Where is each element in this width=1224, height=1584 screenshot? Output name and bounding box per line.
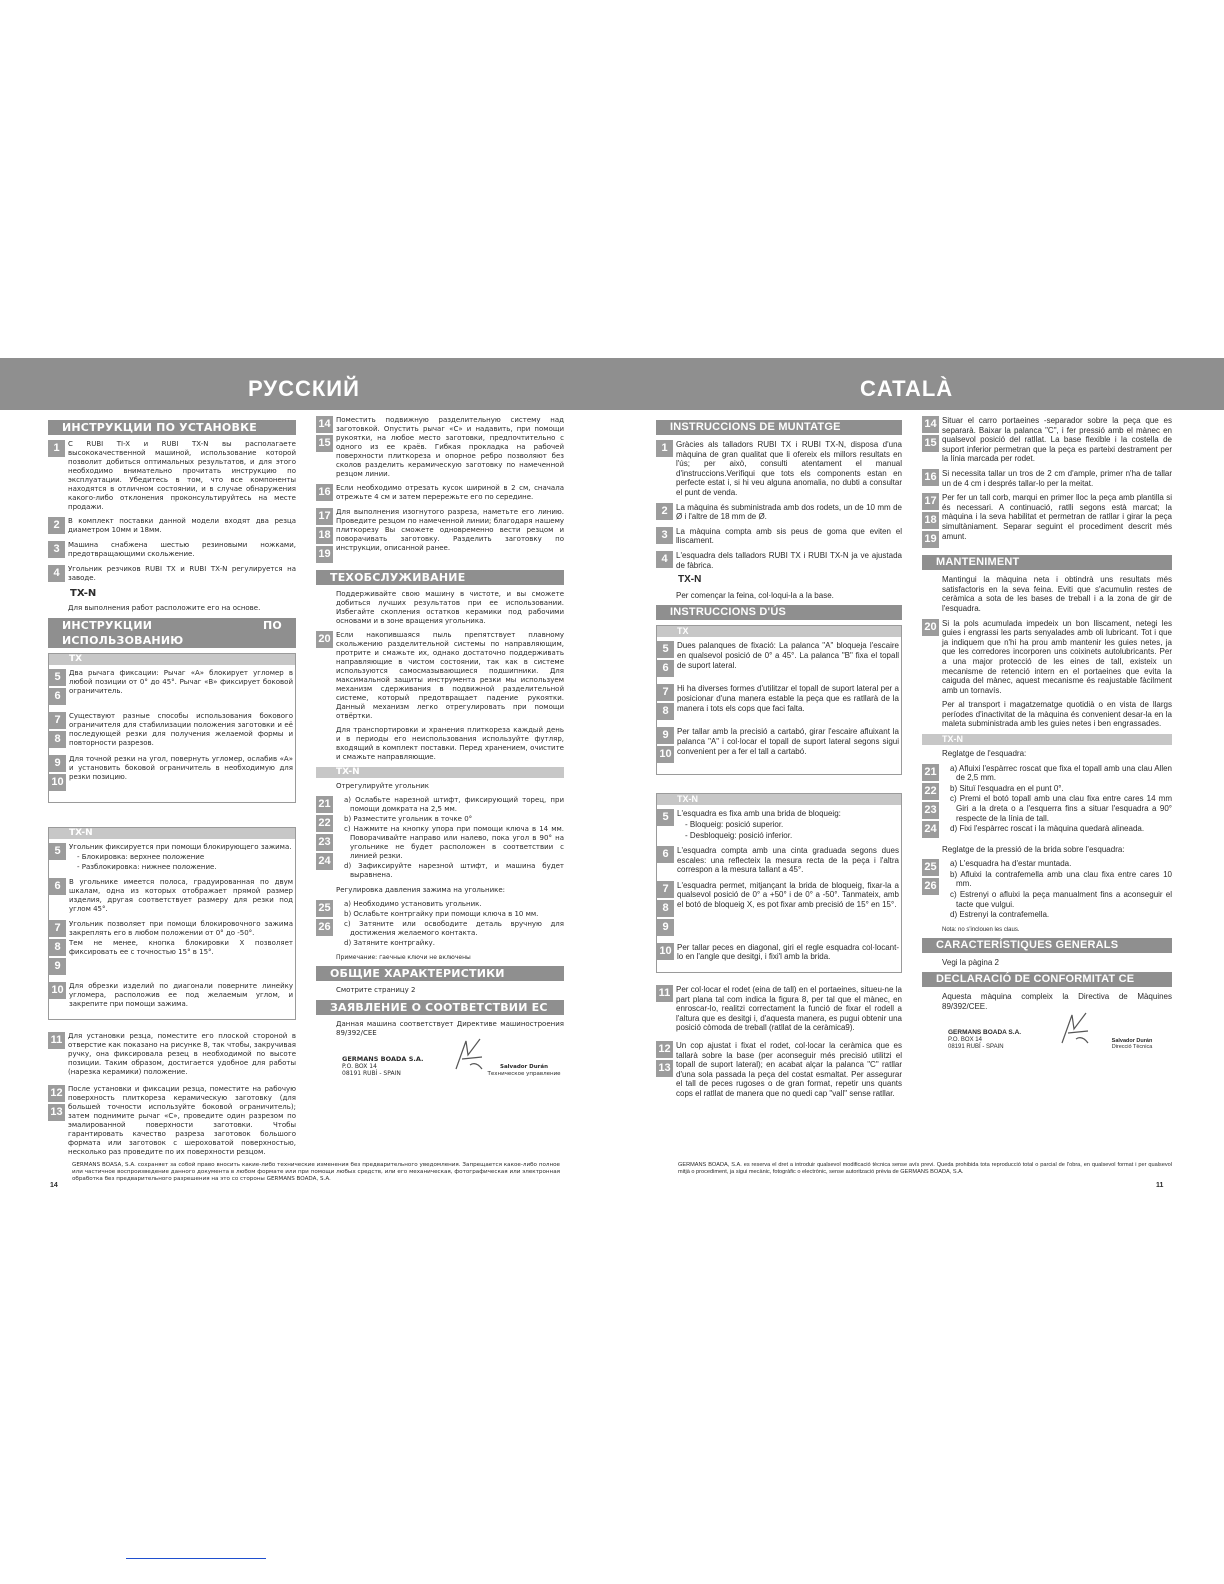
- step-number: 5: [657, 641, 674, 658]
- signer: [484, 1064, 564, 1077]
- step-number: 7: [657, 881, 674, 898]
- list-item: [48, 517, 296, 536]
- step-text: La màquina és subministrada amb dos rodets, un de 10 mm de Ø i l'altre de 18 mm de Ø.: [676, 502, 902, 522]
- step-text: Если необходимо отрезать кусок шириной в 2 см, сначала отрежьте 4 см и затем перережьте его по середине.: [336, 484, 564, 501]
- general-text: Смотрите страницу 2: [336, 986, 416, 994]
- page-title-catalan: CATALÀ: [860, 376, 954, 401]
- step-number: 4: [656, 551, 673, 568]
- step-number: 11: [48, 1032, 65, 1049]
- step-number: 8: [49, 731, 66, 748]
- company-address: [342, 1056, 462, 1077]
- step-number: 6: [49, 878, 66, 895]
- catalan-right-column: [922, 416, 1172, 1051]
- step-number: 8: [657, 900, 674, 917]
- step-text-line: Угольник позволяет при помощи блокировочного зажима закреплять его в любом положении от 0° до -50°.: [69, 920, 293, 937]
- step-numbers: [656, 440, 676, 459]
- list-item: [49, 982, 293, 1010]
- step-text: Si necessita tallar un tros de 2 cm d'ample, primer n'ha de tallar un de 4 cm i després tallar-lo per la meitat.: [942, 468, 1172, 488]
- step-number: 5: [49, 843, 66, 860]
- step-numbers: [49, 982, 69, 1001]
- step-11: [656, 985, 902, 1033]
- step-numbers: [657, 943, 677, 962]
- step-text: La màquina compta amb sis peus de goma que eviten el lliscament.: [676, 526, 902, 546]
- step-text: Gràcies als talladors RUBI TX i RUBI TX-N, disposa d'una màquina de gran qualitat que li ofereix els millors resultats en l'ús; per això, consulti atentament el manual d'instruccions.Verifiqui que tots els components estan en perfecte estat i, si hi veu alguna anomalia, no dubti a consultar el punt de venda.: [676, 440, 902, 497]
- txn-group-label: TX-N: [49, 828, 295, 839]
- sub-step: a) Afluixi l'espàrrec roscat que fixa el topall amb una clau Allen de 2,5 mm.: [950, 763, 1172, 783]
- step-number: 10: [657, 746, 674, 763]
- russian-page-number: 14: [50, 1182, 58, 1189]
- step-14-15: [316, 416, 564, 479]
- step-text: Un cop ajustat i fixat el rodet, col·locar la ceràmica que es tallarà sobre la base (per aconseguir més precisió utilitzi el topall de suport lateral); en acabat alçar la palanca "C" ratllar d'una sola passada la peça del costat esmaltat. Per assegurar el tall de peces rugoses o de gran format, repetir uns quants cops el ratllat de manera que no quedi cap "vall" sense ratllar.: [676, 1041, 902, 1098]
- txn-group: [48, 827, 296, 1020]
- step-number: 6: [657, 846, 674, 863]
- step-text: [69, 982, 293, 1010]
- step-text: В комплект поставки данной модели входят два резца диаметром 10мм и 18мм.: [68, 517, 296, 534]
- step-text-line: - Блокировка: верхнее положение: [77, 853, 205, 861]
- step-text: Машина снабжена шестью резиновыми ножками, предотвращающими скольжение.: [68, 541, 296, 558]
- step-number: 4: [48, 565, 65, 582]
- square-steps: [316, 796, 564, 881]
- step-text: Для установки резца, поместите его плоской стороной в отверстие как показано на рисунке 8, так чтобы, закручивая ручку, она фиксировала резец в необходимой по высоте позиции. Таким образом, достигается удобное для работы (нарезка керамики) положение.: [68, 1032, 296, 1076]
- txn-list: [49, 843, 295, 1010]
- list-item: [48, 541, 296, 560]
- sub-step: b) Ослабьте контргайку при помощи ключа в 10 мм.: [344, 910, 539, 918]
- list-item: [48, 565, 296, 584]
- sub-step: b) Afluixi la contrafemella amb una clau fixa entre cares 10 mm.: [950, 869, 1172, 889]
- step-text: Per fer un tall corb, marqui en primer lloc la peça amb plantilla si és necessari. A continuació, ratlli segons està marcat; la màquina i la seva habilitat et permetran de ratllar i girar la peça simultàniament. Separar seguint el procediment descrit més amunt.: [942, 493, 1172, 541]
- install-list: [48, 440, 296, 584]
- step-number: 16: [922, 469, 939, 486]
- install-list: [656, 440, 902, 570]
- step-17-19: [316, 508, 564, 565]
- list-item: [49, 669, 293, 707]
- step-text: После установки и фиксации резца, поместите на рабочую поверхность плиткореза керамическую заготовку (для большей точности используйте боковой ограничитель); затем поднимите рычаг «С», проведите один разрезом по эмалированной поверхности заготовки. Чтобы гарантировать качество разреза заготовок большого формата или заготовок с шероховатой поверхностью, несколько раз проведите по их поверхности резцом.: [68, 1085, 296, 1156]
- signature-mark: [1058, 1009, 1092, 1049]
- step-number: 20: [922, 619, 939, 636]
- general-text: Vegi la pàgina 2: [942, 957, 999, 967]
- clamp-steps: [922, 859, 1172, 921]
- step-number: 1: [48, 440, 65, 457]
- russian-right-column: [316, 416, 564, 1077]
- step-numbers: [656, 503, 676, 522]
- list-item: [657, 641, 899, 679]
- step-number: 5: [49, 669, 66, 686]
- sub-step: d) Зафиксируйте нарезной штифт, и машина будет выравнена.: [344, 862, 564, 879]
- step-text-line: L'esquadra es fixa amb una brida de bloqueig:: [677, 809, 841, 819]
- square-intro: Reglatge de l'esquadra:: [942, 749, 1027, 759]
- step-number: 6: [49, 688, 66, 705]
- step-text-line: В угольнике имеется полоса, градуированная по двум шкалам, одна из которых отображает прямой размер изделия, другая соответствует размеру для резки под углом 45°.: [69, 878, 293, 913]
- step-text: Для выполнения изогнутого разреза, наметьте его линию. Проведите резцом по намеченной линии; благодаря нашему плиткорезу Вы сможете одновременно вести резцом и поворачивать заготовку. Разделить заготовку по инструкции, описанной ранее.: [336, 508, 564, 552]
- ce-text: Данная машина соответствует Директиве машиностроения 89/392/CEE: [336, 1020, 564, 1037]
- step-numbers: [49, 920, 69, 977]
- company-name: GERMANS BOADA S.A.: [948, 1028, 1022, 1036]
- square-step-list: [336, 796, 564, 881]
- step-number: 11: [656, 985, 673, 1002]
- maintenance-intro: Mantingui la màquina neta i obtindrà uns resultats més satisfactoris en la seva feina. Eviti que s'acumulin restes de ceràmica a sota de les bases de treball i a la zona de gir de l'esquadra.: [942, 575, 1172, 613]
- step-number: 5: [657, 809, 674, 826]
- sub-step: c) Затяните или освободите деталь вручную для достижения желаемого контакта.: [344, 920, 564, 937]
- list-item: [48, 440, 296, 512]
- tx-list: [657, 641, 901, 765]
- step-20: [316, 631, 564, 721]
- step-number: 10: [657, 943, 674, 960]
- step-number: 15: [316, 435, 333, 452]
- step-numbers: [657, 727, 677, 765]
- step-number: 9: [657, 919, 674, 936]
- maintenance-heading: MANTENIMENT: [922, 555, 1172, 570]
- step-20: [922, 619, 1172, 696]
- step-numbers: [48, 517, 68, 536]
- link-underline: [126, 1558, 266, 1559]
- clamp-intro: Регулировка давления зажима на угольнике:: [336, 886, 506, 894]
- txn-list: [657, 809, 901, 963]
- step-numbers: [657, 881, 677, 938]
- clamp-intro: Reglatge de la pressió de la brida sobre l'esquadra:: [942, 844, 1125, 854]
- maintenance-heading: ТЕХОБСЛУЖИВАНИЕ: [316, 570, 564, 585]
- clamp-steps: [316, 900, 564, 949]
- sub-step: b) Situï l'esquadra en el punt 0°.: [950, 783, 1064, 793]
- ce-heading: ЗАЯВЛЕНИЕ О СООТВЕТСТВИИ ЕС: [316, 1000, 564, 1015]
- step-text-line: Угольник фиксируется при помощи блокирующего зажима.: [69, 843, 292, 851]
- step-number: 7: [49, 920, 66, 937]
- step-text: Si la pols acumulada impedeix un bon lliscament, netegi les guies i engrassi les parts senyalades amb oli lubricant. Tot i que ja indiquem que n'hi ha prou amb mantenir les guies netes, ja que les corredores incorporen uns coixinets autolubricants. Per a una major protecció de les eines de tall, existeix un mecanisme de retenció intern en el portaeines que evita la caiguda del mànec, aquest mecanisme és reajustable fàcilment amb un tornavís.: [942, 618, 1172, 695]
- step-number: 18: [316, 527, 333, 544]
- list-item: [657, 809, 899, 841]
- step-text: Dues palanques de fixació: La palanca "A" bloqueja l'escaire en qualsevol posició de 0° a 45°. La palanca "B" fixa el topall de suport lateral.: [677, 641, 899, 670]
- list-item: [657, 881, 899, 938]
- list-item: [657, 846, 899, 876]
- step-numbers: [48, 541, 68, 560]
- step-number: 24: [922, 821, 939, 838]
- sub-step: d) Затяните контргайку.: [344, 939, 435, 947]
- step-number: 25: [316, 900, 333, 917]
- step-number: 8: [49, 939, 66, 956]
- step-12-13: [656, 1041, 902, 1099]
- use-heading: ИНСТРУКЦИИ ПО ИСПОЛЬЗОВАНИЮ: [48, 618, 296, 648]
- list-item: [49, 920, 293, 977]
- list-item: [49, 878, 293, 915]
- step-number: 3: [656, 527, 673, 544]
- txn-note: Для выполнения работ расположите его на основе.: [68, 604, 261, 612]
- step-number: 1: [656, 440, 673, 457]
- catalan-footer-disclaimer: GERMANS BOADA, S.A. es reserva el dret a introduir qualsevol modificació tècnica sense avís previ. Queda prohibida tota reproducció total o parcial de l'obra, en qualsevol format i per qualsevol mitjà o procediment, ja sigui mecànic, fotogràfic o electrònic, sense autorització prèvia de GERMANS BOADA, S.A.: [678, 1162, 1172, 1175]
- step-text: [677, 809, 899, 841]
- step-text-line: Для обрезки изделий по диагонали поверните линейку угломера, расположив ее под желаемым углом, и закрепите при помощи зажима.: [69, 982, 293, 1008]
- step-text-line: L'esquadra compta amb una cinta graduada segons dues escales: una reflecteix la mesura recta de la peça i l'altra correspon a la mesura tallant a 45°.: [677, 846, 899, 875]
- step-number: 12: [656, 1041, 673, 1058]
- catalan-page-number: 11: [1156, 1182, 1164, 1189]
- list-item: [656, 503, 902, 522]
- step-text: Для точной резки на угол, повернуть угломер, ослабив «А» и установить боковой ограничитель в необходимую для резки позицию.: [69, 755, 293, 781]
- sub-step: a) Необходимо установить угольник.: [344, 900, 482, 908]
- step-number: 22: [316, 815, 333, 832]
- signature-block: [342, 1043, 564, 1077]
- page-title-russian: РУССКИЙ: [248, 376, 360, 401]
- general-heading: CARACTERÍSTIQUES GENERALS: [922, 938, 1172, 953]
- sub-step: c) Нажмите на кнопку упора при помощи ключа в 14 мм. Поворачивайте направо или налево, пока угол в 90° на угольнике не будет расположен в соответствии с линией резки.: [344, 825, 564, 860]
- step-text: L'esquadra dels talladors RUBI TX i RUBI TX-N ja ve ajustada de fàbrica.: [676, 550, 902, 570]
- step-text: Два рычага фиксации: Рычаг «А» блокирует угломер в любой позиции от 0° до 45°. Рычаг «В» фиксирует боковой ограничитель.: [69, 669, 293, 695]
- maintenance-txn-label: TX-N: [922, 734, 1172, 745]
- square-step-list: [942, 764, 1172, 835]
- list-item: [49, 712, 293, 750]
- txn-label: TX-N: [678, 574, 702, 586]
- step-number: 23: [316, 834, 333, 851]
- step-text: С RUBI TI-X и RUBI TX-N вы располагаете высококачественной машиной, использование которой позволит добиться оптимальных результатов, и для этого необходимо внимательно прочитать инструкцию по эксплуатации. Убедитесь в том, что все компоненты находятся в отличном состоянии, и в случае обнаружения какого-либо отклонения проконсультируйтесь на месте продажи.: [68, 440, 296, 511]
- step-text: [677, 943, 899, 963]
- tx-list: [49, 669, 295, 793]
- step-number: 22: [922, 783, 939, 800]
- step-numbers: [49, 669, 69, 707]
- step-number: 16: [316, 484, 333, 501]
- step-number: 17: [922, 493, 939, 510]
- step-text: Если накопившаяся пыль препятствует плавному скольжению разделительной системы по направляющим, протрите и смажьте их, однако достаточно поддерживать направляющие в чистом состоянии, так как в системе используются самосмазывающиеся подшипники. Для максимальной защиты инструмента резки мы используем механизм сдерживания в подвижной разделительной системе, который предотвращает падение рукоятки. Данный механизм легко отрегулировать при помощи отвёртки.: [336, 631, 564, 720]
- general-heading: ОБЩИЕ ХАРАКТЕРИСТИКИ: [316, 966, 564, 981]
- address-line-2: 08191 RUBÍ - SPAIN: [948, 1043, 1004, 1050]
- tx-group: [48, 653, 296, 803]
- clamp-step-list: [336, 900, 564, 949]
- step-numbers: [657, 809, 677, 828]
- list-item: [657, 727, 899, 765]
- step-text-line: - Разблокировка: нижнее положение.: [77, 863, 217, 871]
- txn-label: TX-N: [70, 588, 97, 599]
- step-number: 8: [657, 703, 674, 720]
- step-16: [316, 484, 564, 503]
- list-item: [49, 843, 293, 873]
- step-number: 21: [922, 764, 939, 781]
- step-numbers: [657, 846, 677, 865]
- step-number: 20: [316, 631, 333, 648]
- list-item: [657, 684, 899, 722]
- step-numbers: [49, 712, 69, 750]
- ce-heading: DECLARACIÓ DE CONFORMITAT CE: [922, 972, 1172, 987]
- step-number: 2: [48, 517, 65, 534]
- step-number: 19: [316, 546, 333, 563]
- step-number: 21: [316, 796, 333, 813]
- step-text: [69, 843, 293, 873]
- step-text-line: - Desbloqueig: posició inferior.: [685, 830, 793, 840]
- step-number: 14: [316, 416, 333, 433]
- step-numbers: [657, 641, 677, 679]
- step-number: 13: [656, 1060, 673, 1077]
- clamp-step-list: [942, 859, 1172, 921]
- maintenance-txn-label: TX-N: [316, 767, 564, 778]
- tx-label: TX: [49, 654, 295, 665]
- step-12-13: [48, 1085, 296, 1157]
- sub-step: c) Estrenyi o afluixi la peça manualment fins a aconseguir el tacte que vulgui.: [950, 890, 1172, 909]
- step-number: 10: [49, 774, 66, 791]
- sub-step: a) Ослабьте нарезной штифт, фиксирующий торец, при помощи домкрата на 2,5 мм.: [344, 796, 564, 813]
- step-number: 18: [922, 512, 939, 529]
- clamp-note: Примечание: гаечные ключи не включены: [336, 954, 471, 961]
- step-number: 3: [48, 541, 65, 558]
- step-number: 7: [657, 684, 674, 701]
- step-number: 25: [922, 859, 939, 876]
- step-number: 10: [49, 982, 66, 999]
- step-number: 13: [48, 1104, 65, 1121]
- sub-step: c) Premi el botó topall amb una clau fixa entre cares 14 mm Giri a la dreta o a l'esquerra fins a situar l'esquadra a 90° respecte de la línia de tall.: [950, 794, 1172, 823]
- step-text: Per col·locar el rodet (eina de tall) en el portaeines, situeu-ne la part plana tal com indica la figura 8, per tal que el mànec, en enroscar-lo, realitzi correctament la funció de fixar el rodell a l'altura que es desitgi i, d'aquesta manera, es pugui obtenir una posició còmoda de treball (ratllat de la ceràmica9).: [676, 985, 902, 1033]
- list-item: [656, 527, 902, 546]
- step-16: [922, 469, 1172, 488]
- step-text: Situar el carro portaeines -separador sobre la peça que es separarà. Baixar la palanca "C", i fer pressió amb el mànec en qualsevol posició del ratllat. La base flexible i la costella de suport inferior permetran que la peça es parteixi destrament per la línia marcada per rodet.: [942, 416, 1172, 464]
- step-17-19: [922, 493, 1172, 550]
- step-numbers: [49, 843, 69, 862]
- step-number: 26: [922, 878, 939, 895]
- step-11: [48, 1032, 296, 1077]
- step-text: [677, 846, 899, 876]
- step-text: [677, 881, 899, 911]
- step-text: [69, 878, 293, 915]
- address-line-1: P.O. BOX 14: [342, 1063, 377, 1070]
- step-number: 17: [316, 508, 333, 525]
- list-item: [49, 755, 293, 793]
- language-banner: [0, 358, 1224, 410]
- sub-step: d) Estrenyi la contrafemella.: [950, 910, 1050, 920]
- step-text: [69, 920, 293, 958]
- address-line-2: 08191 RUBÍ - SPAIN: [342, 1070, 401, 1077]
- signer-name: Salvador Durán: [499, 1064, 549, 1070]
- step-number: 15: [922, 435, 939, 452]
- list-item: [656, 440, 902, 498]
- sub-step: a) L'esquadra ha d'estar muntada.: [950, 859, 1072, 869]
- clamp-note: Nota: no s'inclouen les claus.: [942, 926, 1020, 933]
- step-number: 9: [49, 958, 66, 975]
- step-numbers: [656, 527, 676, 546]
- install-heading: INSTRUCCIONS DE MUNTATGE: [656, 420, 902, 435]
- step-number: 24: [316, 853, 333, 870]
- russian-footer-disclaimer: GERMANS BOASA, S.A. сохраняет за собой право вносить какие-либо технические изменения без предварительного уведомления. Запрещается какое-либо полное или частичное воспроизведение данного документа в любом формате или при помощи любых средств, или его механическая, фотографическая или электронная обработка без предварительного разрешения на это со стороны GERMANS BOADA, S.A.: [72, 1162, 560, 1182]
- step-text-line: L'esquadra permet, mitjançant la brida de bloqueig, fixar-la a qualsevol posició de 0° a +50° i de 0° a -50°. Tanmateix, amb el botó de bloqueig X, es pot fixar amb precisió de 15° en 15°.: [677, 880, 899, 910]
- list-item: [656, 551, 902, 570]
- step-numbers: [49, 878, 69, 897]
- maintenance-transport: Per al transport i magatzematge quotidià o en vista de llargs períodes d'inactivitat de la màquina és convenient desar-la en la maleta subministrada amb les guies netes i ben engrassades.: [942, 700, 1172, 729]
- signer: [1092, 1038, 1172, 1051]
- ce-text: Aquesta màquina compleix la Directiva de Màquines 89/392/CEE.: [942, 992, 1172, 1011]
- step-numbers: [657, 684, 677, 722]
- step-text: Угольник резчиков RUBI TX и RUBI TX-N регулируется на заводе.: [68, 565, 296, 582]
- signature-mark: [452, 1035, 486, 1075]
- step-number: 26: [316, 919, 333, 936]
- step-number: 2: [656, 503, 673, 520]
- step-14-15: [922, 416, 1172, 464]
- use-heading: INSTRUCCIONS D'ÚS: [656, 605, 902, 620]
- step-number: 12: [48, 1085, 65, 1102]
- install-heading: ИНСТРУКЦИИ ПО УСТАНОВКЕ: [48, 420, 296, 435]
- step-numbers: [49, 755, 69, 793]
- russian-left-column: [48, 416, 296, 1162]
- txn-group-label: TX-N: [657, 794, 901, 805]
- step-number: 9: [657, 727, 674, 744]
- signer-role: Техническое управление: [487, 1070, 561, 1077]
- step-number: 7: [49, 712, 66, 729]
- square-intro: Отрегулируйте угольник: [336, 782, 429, 790]
- step-text: Hi ha diverses formes d'utilitzar el topall de suport lateral per a posicionar d'una manera estable la peça que es ratllarà de la manera i tots els cops que faci falta.: [677, 684, 899, 713]
- maintenance-intro: Поддерживайте свою машину в чистоте, и вы сможете добиться лучших результатов при ее использовании. Избегайте скопления остатков керамики под рабочими основами и в зоне вращения угольника.: [336, 590, 564, 625]
- company-name: GERMANS BOADA S.A.: [342, 1055, 424, 1063]
- sub-step: b) Разместите угольник в точке 0°: [344, 815, 473, 823]
- company-address: [948, 1029, 1068, 1051]
- catalan-left-column: [656, 416, 902, 1104]
- step-number: 23: [922, 802, 939, 819]
- tx-label: TX: [657, 626, 901, 637]
- step-text: Поместить подвижную разделительную систему над заготовкой. Опустить рычаг «С» и надавить, при помощи рукоятки, на любое место заготовки, предпочтительно с одного из ее краёв. Гибкая прокладка на рабочей поверхности плиткореза и опорное ребро позволяют без сколов разделить керамическую заготовку по намеченной резцом линии.: [336, 416, 564, 478]
- maintenance-transport: Для транспортировки и хранения плиткореза каждый день и в периоды его неиспользования используйте футляр, входящий в комплект поставки. Перед хранением, очистите и смажьте направляющие.: [336, 726, 564, 761]
- square-steps: [922, 764, 1172, 840]
- signer-role: Direcció Tècnica: [1111, 1044, 1153, 1051]
- step-number: 6: [657, 660, 674, 677]
- step-numbers: [656, 551, 676, 570]
- step-number: 14: [922, 416, 939, 433]
- sub-step: d) Fixi l'espàrrec roscat i la màquina quedarà alineada.: [950, 824, 1145, 834]
- step-number: 19: [922, 531, 939, 548]
- tx-group: [656, 625, 902, 775]
- txn-note: Per començar la feina, col·loqui-la a la base.: [676, 590, 834, 600]
- txn-group: [656, 793, 902, 973]
- step-text-line: Per tallar peces en diagonal, giri el regle esquadra col·locant-lo en l'angle que desitgi, i fixi'l amb la brida.: [677, 942, 899, 962]
- signature-block: [948, 1017, 1172, 1051]
- signer-name: Salvador Durán: [1111, 1037, 1153, 1044]
- step-numbers: [48, 440, 68, 459]
- step-text-line: - Bloqueig: posició superior.: [685, 819, 784, 829]
- list-item: [657, 943, 899, 963]
- step-text: Существуют разные способы использования бокового ограничителя для стабилизации положения заготовки и её последующей резки для получения желаемой формы и повторности разрезов.: [69, 712, 293, 747]
- step-text: Per tallar amb la precisió a cartabó, girar l'escaire afluixant la palanca "A" i col·locar el topall de suport lateral segons sigui convenient per a fer el tall a cartabó.: [677, 727, 899, 756]
- step-text-line: Тем не менее, кнопка блокировки Х позволяет фиксировать ее с точностью 15° в 15°.: [69, 939, 293, 956]
- step-numbers: [48, 565, 68, 584]
- address-line-1: P.O. BOX 14: [948, 1036, 982, 1043]
- step-number: 9: [49, 755, 66, 772]
